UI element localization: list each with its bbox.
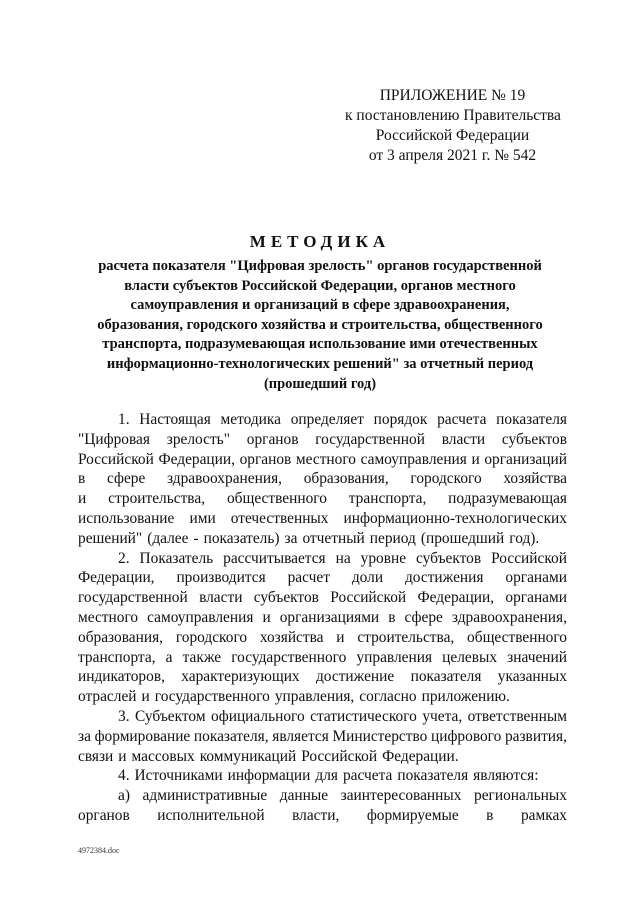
word: власти <box>199 589 243 607</box>
word: (прошедший <box>420 529 505 547</box>
word: местного <box>295 450 356 468</box>
word: информационно-технологических <box>343 509 567 527</box>
word: Федерации, <box>417 589 495 607</box>
word: в <box>78 470 86 488</box>
word: и <box>471 450 480 468</box>
word: цифрового <box>430 727 502 745</box>
word: Источниками <box>134 767 223 785</box>
word: строительства, <box>357 628 455 646</box>
word: сфере <box>106 470 146 488</box>
word: ответственным <box>467 707 567 725</box>
subtitle-line: транспорта, подразумевающая использование ими отечественных <box>102 336 538 353</box>
word: также <box>182 648 222 666</box>
word: и <box>336 628 345 646</box>
word: Федерации. <box>382 747 459 765</box>
appendix-date: от 3 апреля 2021 г. № 542 <box>368 147 537 164</box>
word: показателя <box>397 767 469 785</box>
word: информации <box>227 767 311 785</box>
word: государственной <box>315 430 425 448</box>
word: Российской <box>301 747 378 765</box>
word: отраслей <box>78 688 137 706</box>
word: хозяйства <box>503 470 567 488</box>
word: образования, <box>78 628 164 646</box>
word: расчета <box>437 411 487 428</box>
word: органами <box>505 569 567 587</box>
word: а <box>165 648 173 666</box>
word: являются: <box>473 767 539 785</box>
appendix-number: ПРИЛОЖЕНИЕ № 19 <box>379 87 526 104</box>
word: и <box>78 490 87 508</box>
word: хозяйства <box>259 628 324 646</box>
word: показателя, <box>193 727 269 745</box>
word: власти <box>441 430 486 448</box>
word: согласно <box>359 688 417 706</box>
word: транспорта, <box>348 490 427 508</box>
word: коммуникаций <box>199 747 297 765</box>
word: официального <box>211 707 305 725</box>
word: год). <box>509 529 540 547</box>
paragraph-line <box>78 529 567 549</box>
word: 3. <box>118 707 130 725</box>
word: на <box>335 549 351 567</box>
word: образования, <box>303 470 389 488</box>
word: данные <box>279 787 329 805</box>
word: решений" <box>78 529 143 547</box>
subtitle-line: (прошедший год) <box>263 375 377 392</box>
word: определяет <box>290 411 364 428</box>
paragraph-line <box>78 469 567 489</box>
word: а) <box>118 787 130 805</box>
word: Российской <box>78 450 154 468</box>
paragraph-line <box>78 410 567 430</box>
word: рассчитывается <box>223 549 326 567</box>
word: заинтересованных <box>340 787 462 805</box>
paragraph-line <box>78 549 567 569</box>
paragraph-line <box>78 608 567 628</box>
word: "Цифровая <box>78 430 150 448</box>
word: строительства, <box>108 490 206 508</box>
word: использование <box>78 509 175 527</box>
paragraph-line <box>78 747 567 767</box>
document-title: МЕТОДИКА <box>249 232 391 251</box>
word: Настоящая <box>139 411 211 428</box>
paragraph-line <box>78 806 567 826</box>
word: расчета <box>342 767 393 785</box>
paragraph-line <box>78 430 567 450</box>
word: управления, <box>274 688 355 706</box>
word: за <box>78 727 91 745</box>
paragraph-line <box>78 489 567 509</box>
paragraph-line <box>78 588 567 608</box>
word: государственного <box>154 688 270 706</box>
paragraph-line <box>78 450 567 470</box>
word: органов <box>78 806 130 824</box>
word: формирование <box>94 727 191 745</box>
word: ими <box>189 509 216 527</box>
paragraph-line <box>78 786 567 806</box>
word: 2. <box>118 549 130 567</box>
word: показателя <box>410 668 482 686</box>
paragraph <box>78 786 567 826</box>
paragraph-line <box>78 707 567 727</box>
word: и <box>118 747 127 765</box>
word: доли <box>351 569 384 587</box>
word: приложению. <box>421 688 510 706</box>
word: Показатель <box>139 549 214 567</box>
word: региональных <box>474 787 567 805</box>
word: субъектов <box>253 589 319 607</box>
appendix-header <box>345 86 560 166</box>
word: расчет <box>287 569 330 587</box>
word: развития, <box>504 727 567 745</box>
subtitle-line: расчета показателя "Цифровая зрелость" органов государственной <box>98 258 542 274</box>
word: отчетный <box>302 529 365 547</box>
word: связи <box>78 747 114 765</box>
word: органов <box>239 450 292 468</box>
word: сфере <box>404 608 443 626</box>
word: в <box>486 806 494 824</box>
word: показатель) <box>203 529 280 547</box>
word: и <box>262 608 271 626</box>
appendix-country: Российской Федерации <box>375 127 530 144</box>
word: достижения <box>404 569 484 587</box>
document-body <box>78 410 567 826</box>
word: административные <box>142 787 268 805</box>
subtitle-line: власти субъектов Российской Федерации, органов местного <box>124 277 516 294</box>
word: государственного <box>231 648 347 666</box>
word: здравоохранения, <box>166 470 283 488</box>
word: и <box>141 688 150 706</box>
word: городского <box>410 470 482 488</box>
word: организациями <box>279 608 380 626</box>
document-subtitle <box>70 257 570 394</box>
word: рамках <box>520 806 567 824</box>
word: в <box>388 608 396 626</box>
word: учета, <box>422 707 463 725</box>
word: указанных <box>497 668 567 686</box>
word: Федерации, <box>158 450 235 468</box>
word: период <box>369 529 416 547</box>
word: субъектов <box>501 430 567 448</box>
word: порядок <box>373 411 428 428</box>
word: 1. <box>118 411 130 428</box>
word: городского <box>175 628 248 646</box>
word: - <box>193 529 199 547</box>
word: индикаторов, <box>78 668 165 686</box>
word: достижение <box>315 668 395 686</box>
word: для <box>315 767 338 785</box>
paragraph-line <box>78 727 567 747</box>
subtitle-line: самоуправления и организаций в сфере здравоохранения, <box>130 297 510 314</box>
word: власти, <box>292 806 340 824</box>
word: формируемые <box>366 806 459 824</box>
word: отечественных <box>230 509 329 527</box>
word: подразумевающая <box>448 490 567 508</box>
word: массовых <box>131 747 195 765</box>
word: характеризующих <box>181 668 300 686</box>
word: статистического <box>310 707 417 725</box>
paragraph-line <box>78 766 567 786</box>
word: здравоохранения, <box>451 608 567 626</box>
word: является <box>272 727 329 745</box>
word: управления <box>356 648 433 666</box>
word: 4. <box>118 767 130 785</box>
word: организаций <box>484 450 567 468</box>
word: Федерации, <box>78 569 155 587</box>
paragraph <box>78 549 567 707</box>
paragraph-line <box>78 648 567 668</box>
word: за <box>284 529 298 547</box>
word: органами <box>505 589 567 607</box>
word: Российской <box>491 549 567 567</box>
word: Российской <box>330 589 407 607</box>
paragraph <box>78 766 567 786</box>
word: органов <box>246 430 299 448</box>
subtitle-line: информационно-технологических решений" за отчетный период <box>106 355 534 372</box>
paragraph-line <box>78 628 567 648</box>
word: уровне <box>360 549 407 567</box>
paragraph-line <box>78 509 567 529</box>
paragraph <box>78 410 567 549</box>
word: самоуправления <box>360 450 467 468</box>
file-name-footer: 4972384.doc <box>78 846 120 855</box>
paragraph <box>78 707 567 766</box>
word: Субъектом <box>135 707 206 725</box>
word: показателя <box>496 411 567 428</box>
word: местного <box>78 608 139 626</box>
word: целевых <box>442 648 498 666</box>
word: зрелость" <box>166 430 230 448</box>
paragraph-line <box>78 667 567 687</box>
word: производится <box>176 569 266 587</box>
word: исполнительной <box>157 806 265 824</box>
word: самоуправления <box>147 608 254 626</box>
word: общественного <box>226 490 327 508</box>
appendix-decree: к постановлению Правительства <box>345 107 561 124</box>
word: (далее <box>147 529 189 547</box>
word: транспорта, <box>78 648 156 666</box>
paragraph-line <box>78 568 567 588</box>
word: общественного <box>467 628 567 646</box>
paragraph-line <box>78 687 567 707</box>
word: государственной <box>78 589 188 607</box>
subtitle-line: образования, городского хозяйства и строительства, общественного <box>97 316 543 333</box>
word: методика <box>220 411 281 428</box>
word: субъектов <box>416 549 482 567</box>
word: значений <box>507 648 567 666</box>
word: Министерство <box>332 727 428 745</box>
